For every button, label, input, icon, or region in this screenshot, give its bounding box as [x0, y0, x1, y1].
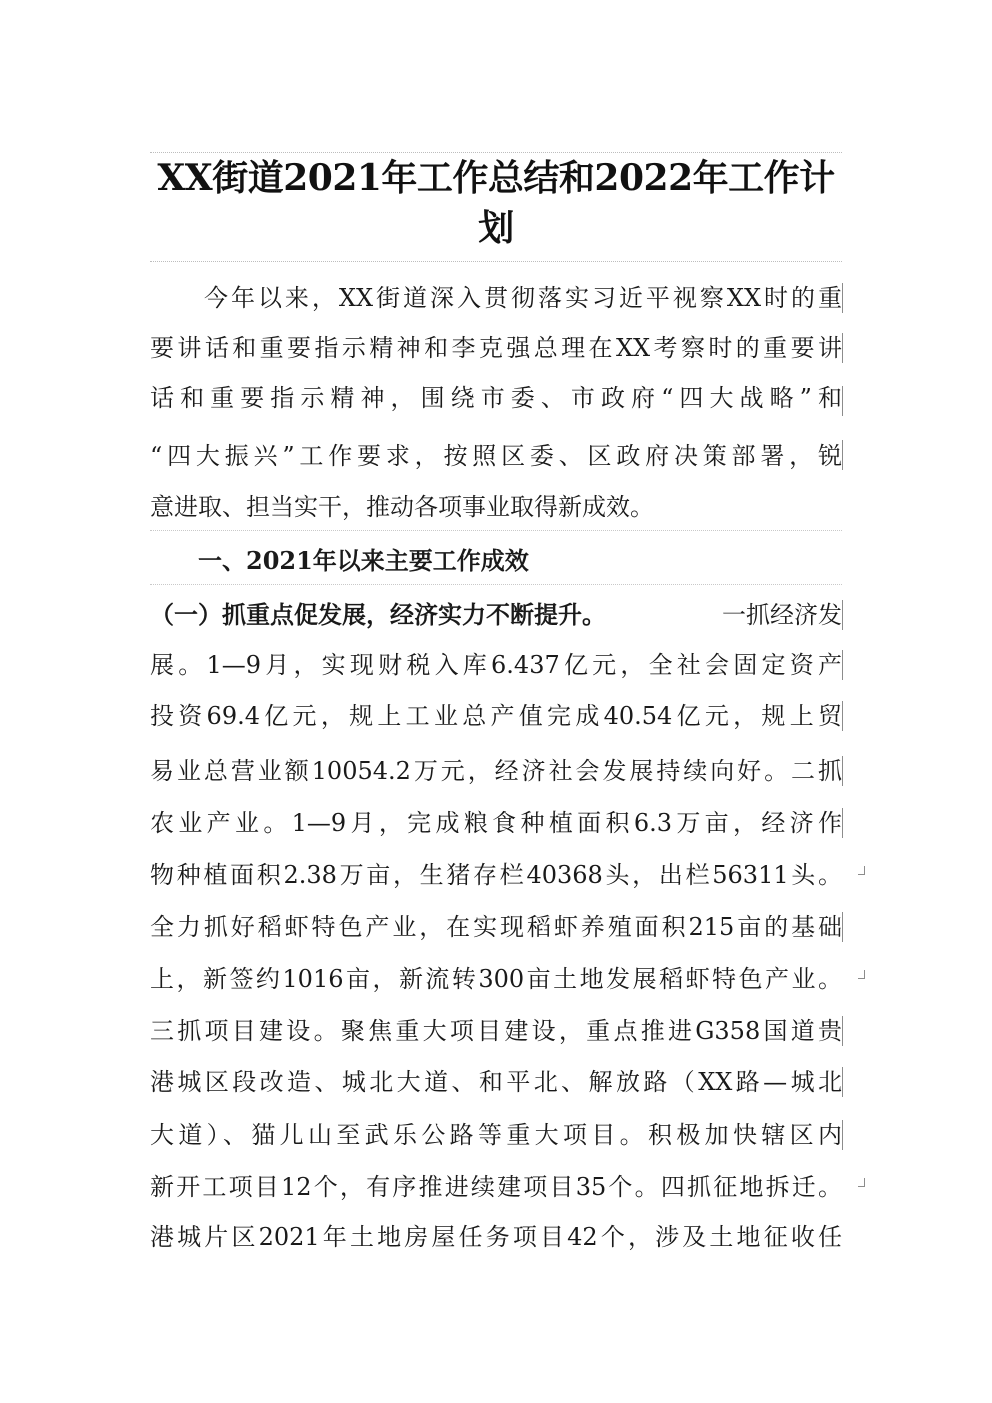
- body-line-13: 全力抓好稻虾特色产业，在实现稻虾养殖面积215亩的基础: [150, 913, 842, 941]
- body-line-4: “四大振兴”工作要求，按照区委、区政府决策部署，锐: [150, 442, 842, 470]
- body-line-3: 话和重要指示精神，围绕市委、市政府“四大战略”和: [150, 384, 842, 412]
- body-line-18: 新开工项目12个，有序推进续建项目35个。四抓征地拆迁。: [150, 1173, 842, 1201]
- margin-marker: [842, 600, 843, 630]
- body-line-19: 港城片区2021年土地房屋任务项目42个，涉及土地征收任: [150, 1223, 842, 1251]
- paragraph-mark: [858, 970, 865, 979]
- section-heading: 一、2021年以来主要工作成效: [150, 546, 529, 575]
- margin-marker: [842, 333, 843, 363]
- document-title: XX街道2021年工作总结和2022年工作计划: [157, 157, 835, 249]
- body-line-5: 意进取、担当实干，推动各项事业取得新成效。: [150, 493, 654, 521]
- subsection-line: [150, 590, 842, 640]
- subsection-text: 一抓经济发: [722, 601, 842, 629]
- margin-marker: [842, 808, 843, 838]
- margin-marker: [842, 440, 843, 470]
- body-line-8: 展。1—9月，实现财税入库6.437亿元，全社会固定资产: [150, 651, 842, 679]
- body-line-16: 港城区段改造、城北大道、和平北、解放路（XX路—城北: [150, 1068, 842, 1096]
- margin-marker: [842, 283, 843, 313]
- body-line-15: 三抓项目建设。聚焦重大项目建设，重点推进G358国道贵: [150, 1017, 842, 1045]
- margin-marker: [842, 1016, 843, 1046]
- body-line-11: 农业产业。1—9月，完成粮食种植面积6.3万亩，经济作: [150, 809, 842, 837]
- body-line-9: 投资69.4亿元，规上工业总产值完成40.54亿元，规上贸: [150, 702, 842, 730]
- margin-marker: [842, 1120, 843, 1150]
- margin-marker: [842, 386, 843, 416]
- body-line-10: 易业总营业额10054.2万元，经济社会发展持续向好。二抓: [150, 757, 842, 785]
- dotted-separator: [150, 584, 842, 585]
- margin-marker: [842, 912, 843, 942]
- dotted-separator: [150, 530, 842, 531]
- margin-marker: [842, 701, 843, 731]
- margin-marker: [842, 650, 843, 680]
- margin-marker: [842, 1067, 843, 1097]
- body-line-12: 物种植面积2.38万亩，生猪存栏40368头，出栏56311头。: [150, 861, 842, 889]
- paragraph-mark: [858, 1178, 865, 1187]
- title-block: [150, 152, 842, 262]
- body-line-17: 大道）、猫儿山至武乐公路等重大项目。积极加快辖区内: [150, 1121, 842, 1149]
- margin-marker: [842, 756, 843, 786]
- body-line-2: 要讲话和重要指示精神和李克强总理在XX考察时的重要讲: [150, 334, 842, 362]
- paragraph-mark: [858, 866, 865, 875]
- body-line-14: 上，新签约1016亩，新流转300亩土地发展稻虾特色产业。: [150, 965, 842, 993]
- subsection-heading: （一）抓重点促发展，经济实力不断提升。: [150, 600, 606, 629]
- body-line-1: 今年以来，XX街道深入贯彻落实习近平视察XX时的重: [150, 284, 842, 312]
